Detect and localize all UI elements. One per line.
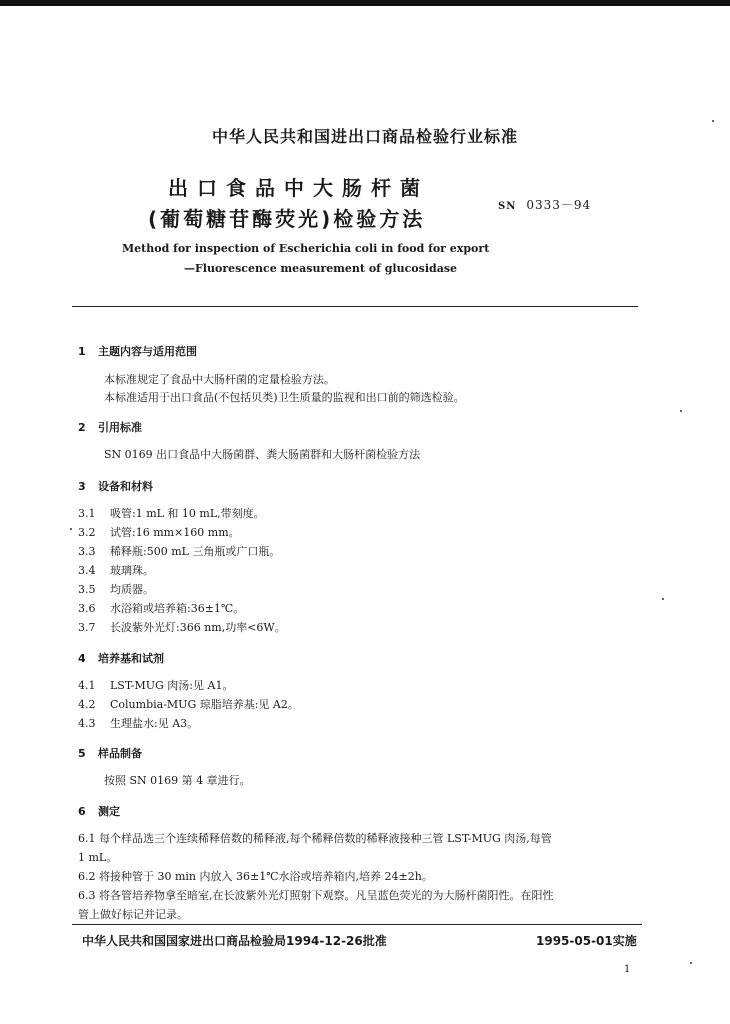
- list-item: 4.1 LST-MUG 肉汤:见 A1。: [78, 679, 234, 692]
- section-1-heading: [78, 343, 197, 359]
- section-5-paragraph-1: 按照 SN 0169 第 4 章进行。: [104, 774, 251, 787]
- section-number: 6: [78, 805, 86, 818]
- section-4-heading: [78, 650, 164, 666]
- clause-6-3-line-2: 管上做好标记并记录。: [78, 908, 188, 921]
- list-item: 3.5 均质器。: [78, 583, 154, 596]
- list-item: 3.7 长波紫外光灯:366 nm,功率<6W。: [78, 621, 286, 634]
- list-item: 3.6 水浴箱或培养箱:36±1℃。: [78, 602, 245, 615]
- section-3-heading: [78, 478, 153, 494]
- standard-number: 0333－94: [526, 198, 592, 212]
- english-title-line-1: Method for inspection of Escherichia coli in food for export: [122, 242, 490, 255]
- list-item: 3.2 试管:16 mm×160 mm。: [78, 526, 240, 539]
- scan-top-border: [0, 0, 730, 6]
- scan-speck: [690, 962, 692, 964]
- scan-speck: [70, 528, 72, 530]
- clause-6-3-line-1: 6.3 将各管培养物拿至暗室,在长波紫外光灯照射下观察。凡呈蓝色荧光的为大肠杆菌阳性。在阳性: [78, 889, 554, 902]
- footer-divider: [72, 924, 642, 925]
- effective-date: 1995-05-01实施: [536, 934, 637, 948]
- list-item: 3.3 稀释瓶:500 mL 三角瓶或广口瓶。: [78, 545, 281, 558]
- section-5-heading: [78, 745, 142, 761]
- industry-standard-title: 中华人民共和国进出口商品检验行业标准: [211, 127, 518, 146]
- standard-prefix: SN: [498, 201, 517, 212]
- section-title: 样品制备: [98, 747, 142, 760]
- scan-speck: [712, 120, 714, 122]
- list-item: 3.1 吸管:1 mL 和 10 mL,带刻度。: [78, 507, 265, 520]
- document-title-line-1: 出口食品中大肠杆菌: [168, 176, 429, 200]
- section-title: 设备和材料: [98, 480, 153, 493]
- section-title: 主题内容与适用范围: [98, 345, 197, 358]
- list-item: 3.4 玻璃珠。: [78, 564, 154, 577]
- section-number: 5: [78, 747, 86, 760]
- section-number: 2: [78, 421, 86, 434]
- page-number: 1: [624, 964, 631, 975]
- section-1-paragraph-2: 本标准适用于出口食品(不包括贝类)卫生质量的监视和出口前的筛选检验。: [104, 391, 465, 404]
- section-2-heading: [78, 419, 142, 435]
- section-number: 4: [78, 652, 86, 665]
- section-1-paragraph-1: 本标准规定了食品中大肠杆菌的定量检验方法。: [104, 373, 335, 386]
- header-divider: [72, 306, 638, 307]
- section-title: 测定: [98, 805, 120, 818]
- section-title: 引用标准: [98, 421, 142, 434]
- approval-statement: 中华人民共和国国家进出口商品检验局1994-12-26批准: [82, 934, 387, 948]
- section-number: 1: [78, 345, 86, 358]
- section-number: 3: [78, 480, 86, 493]
- document-title-line-2: (葡萄糖苷酶荧光)检验方法: [148, 207, 426, 231]
- standard-code: [498, 196, 591, 213]
- english-title-line-2: —Fluorescence measurement of glucosidase: [184, 262, 458, 275]
- scan-speck: [662, 598, 664, 600]
- section-2-paragraph-1: SN 0169 出口食品中大肠菌群、粪大肠菌群和大肠杆菌检验方法: [104, 448, 421, 461]
- section-title: 培养基和试剂: [98, 652, 164, 665]
- clause-6-2: 6.2 将接种管于 30 min 内放入 36±1℃水浴或培养箱内,培养 24±2h。: [78, 870, 433, 883]
- list-item: 4.2 Columbia-MUG 琼脂培养基:见 A2。: [78, 698, 299, 711]
- clause-6-1-line-1: 6.1 每个样品选三个连续稀释倍数的稀释液,每个稀释倍数的稀释液接种三管 LST-MUG 肉汤,每管: [78, 832, 552, 845]
- list-item: 4.3 生理盐水:见 A3。: [78, 717, 199, 730]
- scan-speck: [680, 410, 682, 412]
- clause-6-1-line-2: 1 mL。: [78, 851, 118, 864]
- section-6-heading: [78, 803, 120, 819]
